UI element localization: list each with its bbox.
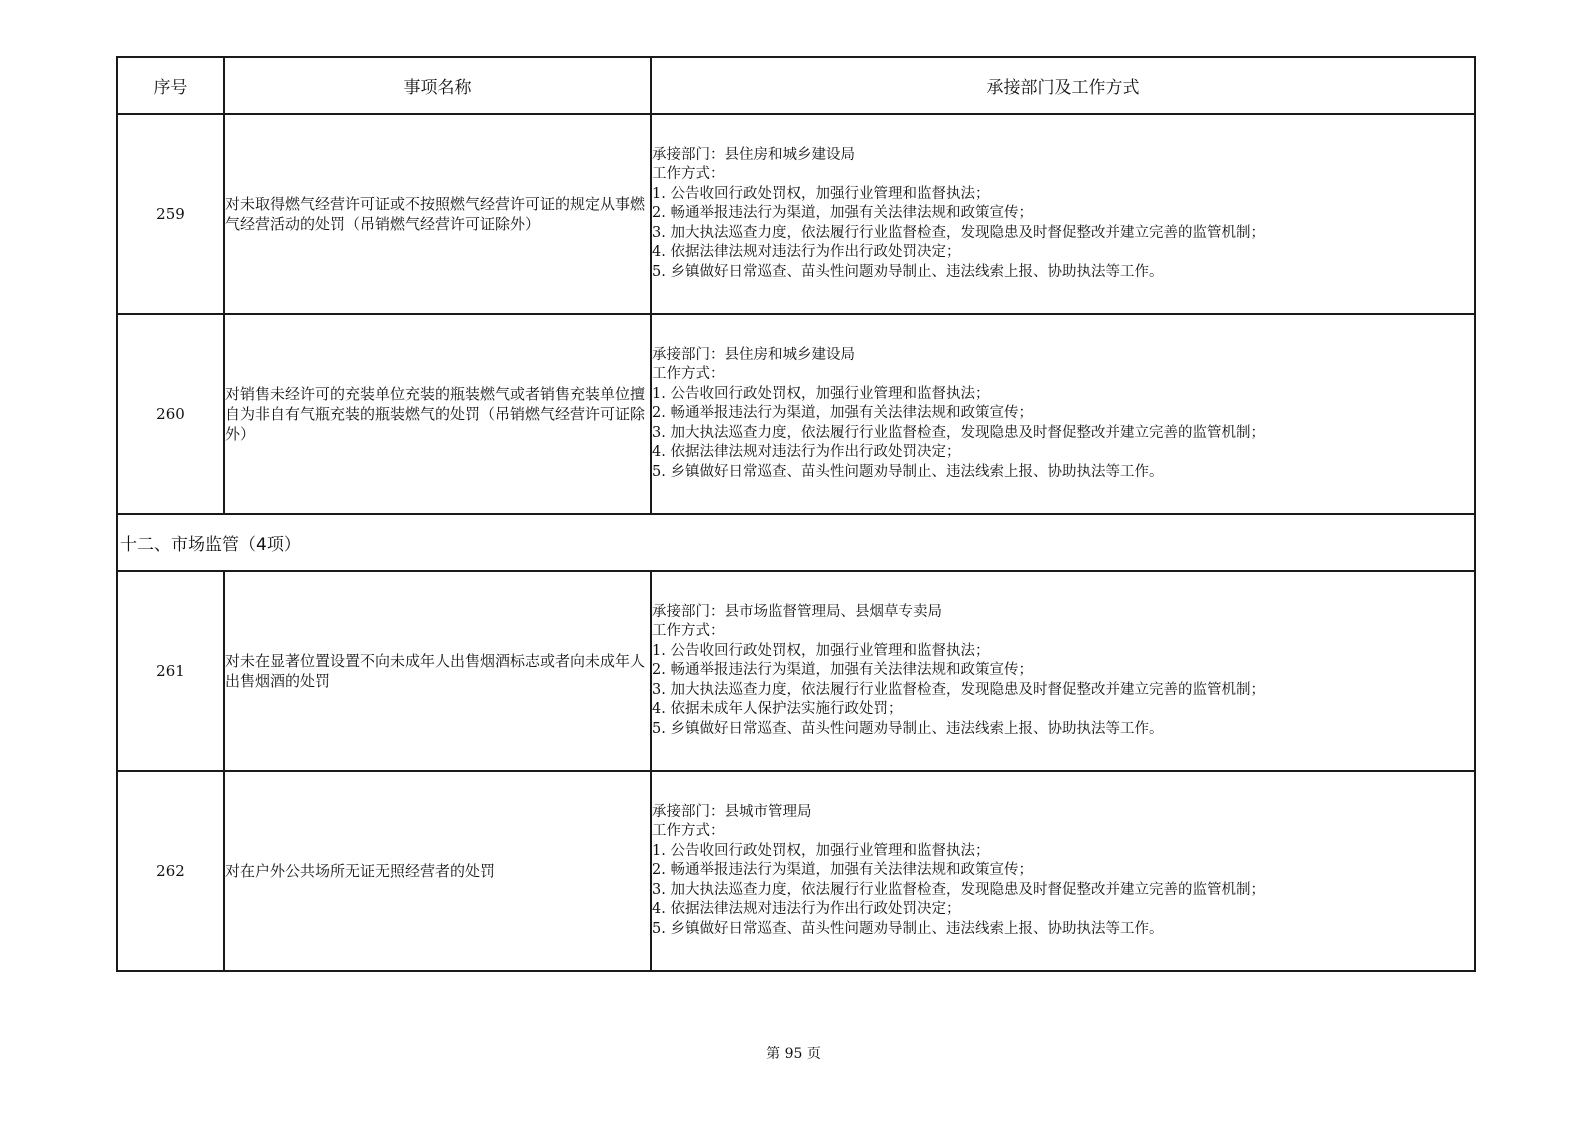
header-method: 承接部门及工作方式 [651,57,1475,114]
row-number: 259 [117,114,224,314]
dept-line: 承接部门：县住房和城乡建设局 [652,146,855,163]
dept-line: 承接部门：县市场监督管理局、县烟草专卖局 [652,603,942,620]
row-number: 262 [117,771,224,971]
item-name: 对在户外公共场所无证无照经营者的处罚 [224,771,651,971]
method-cell [651,114,1475,314]
table-row [117,314,1475,514]
item-name: 对未在显著位置设置不向未成年人出售烟酒标志或者向未成年人出售烟酒的处罚 [224,571,651,771]
row-number: 261 [117,571,224,771]
method-step: 4. 依据未成年人保护法实施行政处罚； [652,701,903,718]
page-number: 第 95 页 [766,1046,821,1062]
section-title: 十二、市场监管（4项） [117,514,1475,571]
method-step: 2. 畅通举报违法行为渠道，加强有关法律法规和政策宣传； [652,205,1033,222]
header-name: 事项名称 [224,57,651,114]
header-row [117,57,1475,114]
header-seq: 序号 [117,57,224,114]
method-step: 5. 乡镇做好日常巡查、苗头性问题劝导制止、违法线索上报、协助执法等工作。 [652,263,1164,280]
method-cell [651,571,1475,771]
table-row [117,571,1475,771]
method-step: 5. 乡镇做好日常巡查、苗头性问题劝导制止、违法线索上报、协助执法等工作。 [652,920,1164,937]
method-step: 4. 依据法律法规对违法行为作出行政处罚决定； [652,244,961,261]
method-title: 工作方式： [652,166,725,183]
method-title: 工作方式： [652,623,725,640]
method-cell [651,314,1475,514]
method-step: 4. 依据法律法规对违法行为作出行政处罚决定； [652,901,961,918]
method-step: 2. 畅通举报违法行为渠道，加强有关法律法规和政策宣传； [652,862,1033,879]
method-cell [651,771,1475,971]
method-step: 3. 加大执法巡查力度，依法履行行业监督检查，发现隐患及时督促整改并建立完善的监管机制； [652,681,1265,698]
method-step: 1. 公告收回行政处罚权，加强行业管理和监督执法； [652,185,990,202]
method-title: 工作方式： [652,366,725,383]
dept-line: 承接部门：县住房和城乡建设局 [652,346,855,363]
method-step: 5. 乡镇做好日常巡查、苗头性问题劝导制止、违法线索上报、协助执法等工作。 [652,463,1164,480]
table-row [117,771,1475,971]
item-name: 对未取得燃气经营许可证或不按照燃气经营许可证的规定从事燃气经营活动的处罚（吊销燃气经营许可证除外） [224,114,651,314]
method-step: 5. 乡镇做好日常巡查、苗头性问题劝导制止、违法线索上报、协助执法等工作。 [652,720,1164,737]
section-row [117,514,1475,571]
table-row [117,114,1475,314]
method-step: 1. 公告收回行政处罚权，加强行业管理和监督执法； [652,385,990,402]
method-step: 2. 畅通举报违法行为渠道，加强有关法律法规和政策宣传； [652,405,1033,422]
method-step: 2. 畅通举报违法行为渠道，加强有关法律法规和政策宣传； [652,662,1033,679]
method-step: 3. 加大执法巡查力度，依法履行行业监督检查，发现隐患及时督促整改并建立完善的监管机制； [652,224,1265,241]
method-step: 3. 加大执法巡查力度，依法履行行业监督检查，发现隐患及时督促整改并建立完善的监管机制； [652,424,1265,441]
item-name: 对销售未经许可的充装单位充装的瓶装燃气或者销售充装单位擅自为非自有气瓶充装的瓶装燃气的处罚（吊销燃气经营许可证除外） [224,314,651,514]
items-table [116,56,1476,972]
method-step: 4. 依据法律法规对违法行为作出行政处罚决定； [652,444,961,461]
method-step: 3. 加大执法巡查力度，依法履行行业监督检查，发现隐患及时督促整改并建立完善的监管机制； [652,881,1265,898]
method-title: 工作方式： [652,823,725,840]
method-step: 1. 公告收回行政处罚权，加强行业管理和监督执法； [652,642,990,659]
row-number: 260 [117,314,224,514]
dept-line: 承接部门：县城市管理局 [652,803,812,820]
method-step: 1. 公告收回行政处罚权，加强行业管理和监督执法； [652,842,990,859]
